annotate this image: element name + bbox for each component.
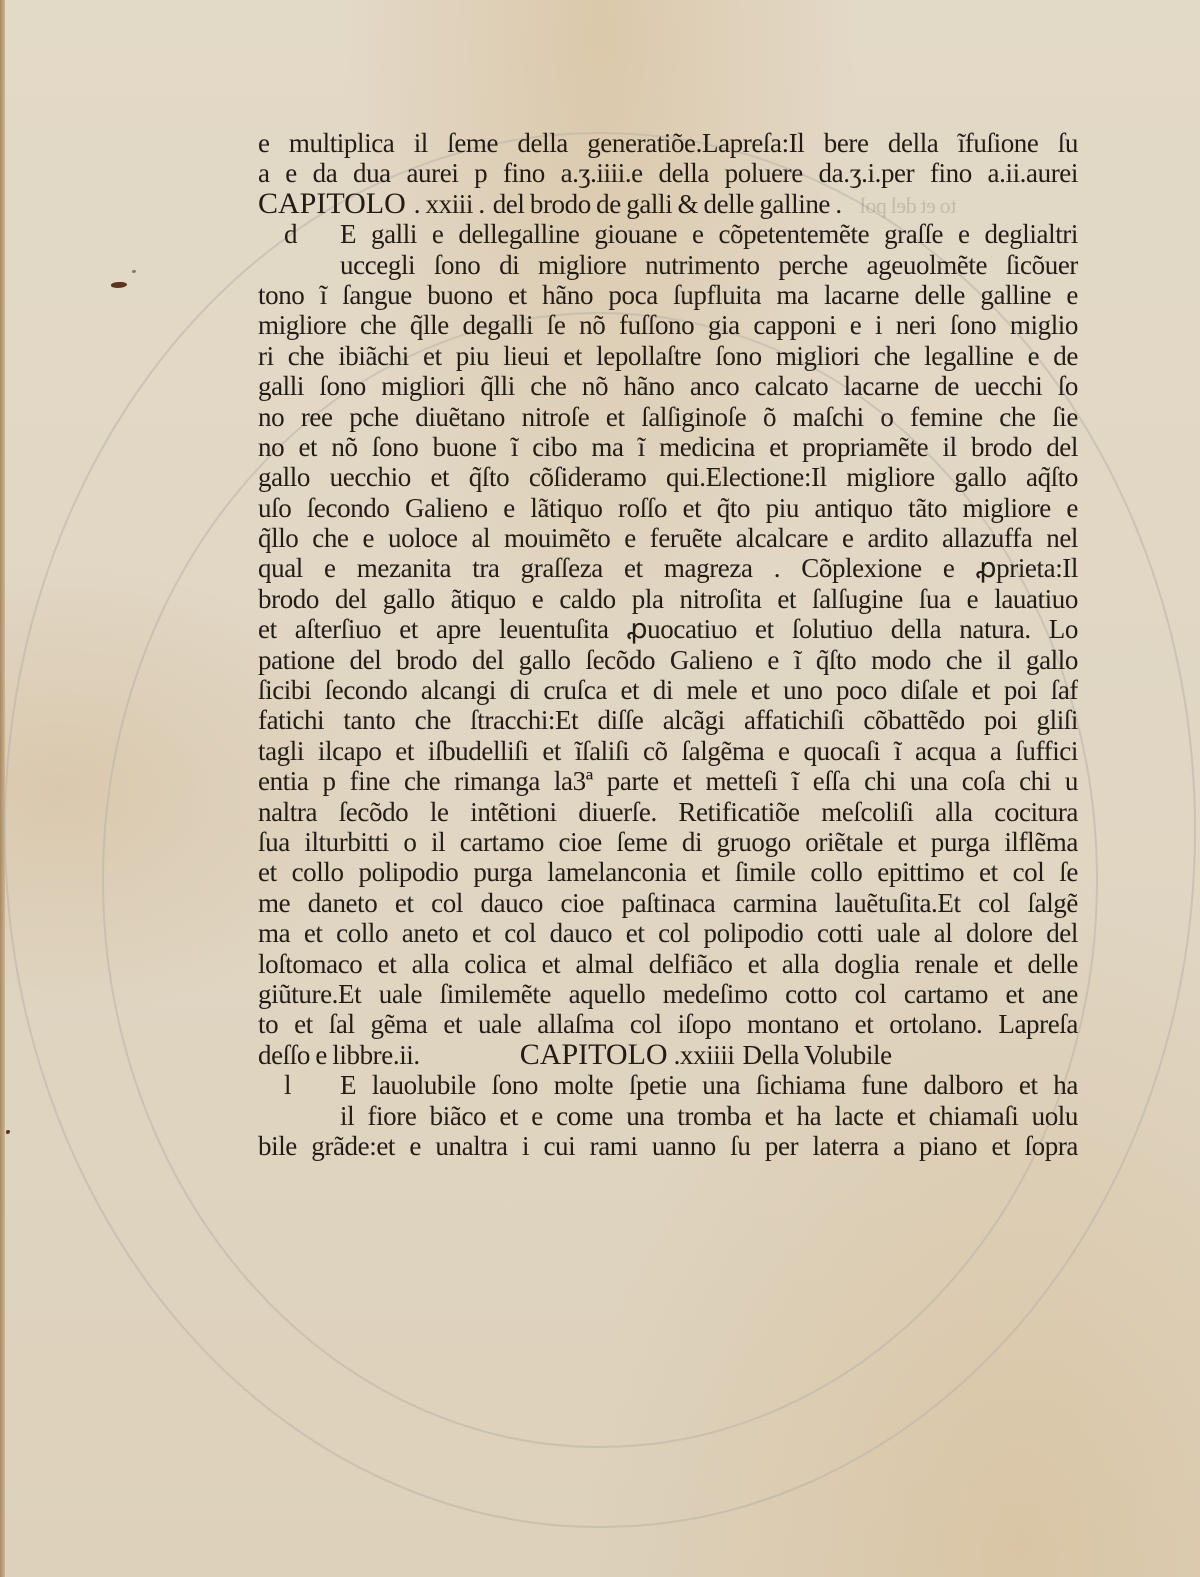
chapter-title: Della Volubile — [742, 1039, 892, 1070]
chapter-title: del brodo de galli & delle galline . — [492, 188, 842, 219]
text-line: il fiore biãco et e come una tromba et ha lacte et chiamaſi uolu — [340, 1100, 1078, 1131]
text-line: ſicibi ſecondo alcangi di cruſca et di mele et uno poco diſale et poi ſaf — [258, 675, 1078, 706]
text-line: naltra ſecõdo le intẽtioni diuerſe. Retificatiõe meſcoliſi alla cocitura — [258, 796, 1078, 827]
chapter-first-line — [258, 1070, 1078, 1100]
text-line: deſſo e libbre.ii. — [258, 1039, 420, 1070]
text-line: e multiplica il ſeme della generatiõe.Lapreſa:Il bere della ĩfuſione ſu — [258, 128, 1078, 158]
text-line: ri che ibiãchi et piu lieui et lepollaſtre ſono migliori che legalline e de — [258, 340, 1078, 371]
text-line: me daneto et col dauco cioe paſtinaca carmina lauẽtuſita.Et col ſalgẽ — [258, 887, 1078, 918]
text-line: uſo ſecondo Galieno e lãtiquo roſſo et q̃to piu antiquo tãto migliore e — [258, 492, 1078, 523]
text-line: gallo uecchio et q̃ſto cõſideramo qui.Electione:Il migliore gallo aq̃ſto — [258, 462, 1078, 493]
text-line: q̃llo che e uoloce al mouimẽto e feruẽte alcalcare e ardito allazuffa nel — [258, 523, 1078, 554]
text-line: uccegli ſono di migliore nutrimento perche ageuolmẽte ſicõuer — [340, 249, 1078, 280]
text-line: loſtomaco et alla colica et almal delfiãco et alla doglia renale et delle — [258, 948, 1078, 979]
text-line: giũture.Et uale ſimilemẽte aquello medeſimo cotto col cartamo et ane — [258, 978, 1078, 1009]
chapter-heading — [258, 189, 1078, 219]
chapter-number: .xxiiii — [673, 1039, 735, 1070]
text-line: ma et collo aneto et col dauco et col polipodio cotti uale al dolore del — [258, 918, 1078, 949]
text-line: qual e mezanita tra graſſeza et magreza . Cõplexione e ꝓprieta:Il — [258, 553, 1078, 584]
text-line: fatichi tanto che ſtracchi:Et diſſe alcãgi affatichiſi cõbattẽdo poi gliſi — [258, 705, 1078, 736]
text-line: to et ſal gẽma et uale allaſma col iſopo montano et ortolano. Lapreſa — [258, 1009, 1078, 1040]
guide-letter: d — [284, 219, 298, 250]
guide-letter: l — [284, 1070, 292, 1101]
chapter-heading — [258, 1040, 1078, 1070]
text-line: galli ſono migliori q̃lli che nõ hãno anco calcato lacarne de uecchi ſo — [258, 371, 1078, 402]
text-line: a e da dua aurei p̱ fino a.ʒ.iiii.e della poluere da.ʒ.i.per fino a.ii.aurei — [258, 158, 1078, 189]
text-line: bile grãde:et e unaltra i cui rami uanno ſu per laterra a piano et ſopra — [258, 1130, 1078, 1161]
chapter-word: CAPITOLO — [519, 1039, 668, 1071]
text-line: tono ĩ ſangue buono et hãno poca ſupfluita ma lacarne delle galline e — [258, 279, 1078, 310]
text-line: patione del brodo del gallo ſecõdo Galieno e ĩ q̃ſto modo che il gallo — [258, 644, 1078, 675]
text-line: E lauolubile ſono molte ſpetie una ſichiama fune dalboro et ha — [340, 1070, 1078, 1101]
text-line: et aſterſiuo et apre leuentuſita ꝓuocatiuo et ſolutiuo della natura. Lo — [258, 614, 1078, 645]
text-line: migliore che q̃lle degalli ſe nõ fuſſono gia capponi e i neri ſono miglio — [258, 310, 1078, 341]
text-line: E galli e dellegalline giouane e cõpetentemẽte graſſe e deglialtri — [340, 219, 1078, 250]
text-line: no ree p̱che diuẽtano nitroſe et ſalſiginoſe õ maſchi o femine che ſie — [258, 401, 1078, 432]
text-line: entia p̱ fine che rimanga la3ª parte et metteſi ĩ eſſa chi una coſa chi u — [258, 766, 1078, 797]
chapter-number: . xxiii . — [413, 188, 485, 219]
text-line: no et nõ ſono buone ĩ cibo ma ĩ medicina et propriamẽte il brodo del — [258, 431, 1078, 462]
bleed-through-text: to et del pol — [859, 192, 956, 218]
text-column — [258, 128, 1078, 1161]
chapter-first-line — [258, 219, 1078, 249]
chapter-word: CAPITOLO — [258, 188, 406, 220]
text-line: ſua ilturbitti o il cartamo cioe ſeme di gruogo oriẽtale et purga ilflẽma — [258, 826, 1078, 857]
text-line: brodo del gallo ãtiquo e caldo p̱la nitroſita et ſalſugine ſua e lauatiuo — [258, 583, 1078, 614]
text-line: et collo polipodio purga lamelanconia et ſimile collo epittimo et col ſe — [258, 857, 1078, 888]
text-line: tagli ilcapo et iſbudelliſi et ĩſaliſi cõ ſalgẽma e quocaſi ĩ acqua a ſuffici — [258, 735, 1078, 766]
